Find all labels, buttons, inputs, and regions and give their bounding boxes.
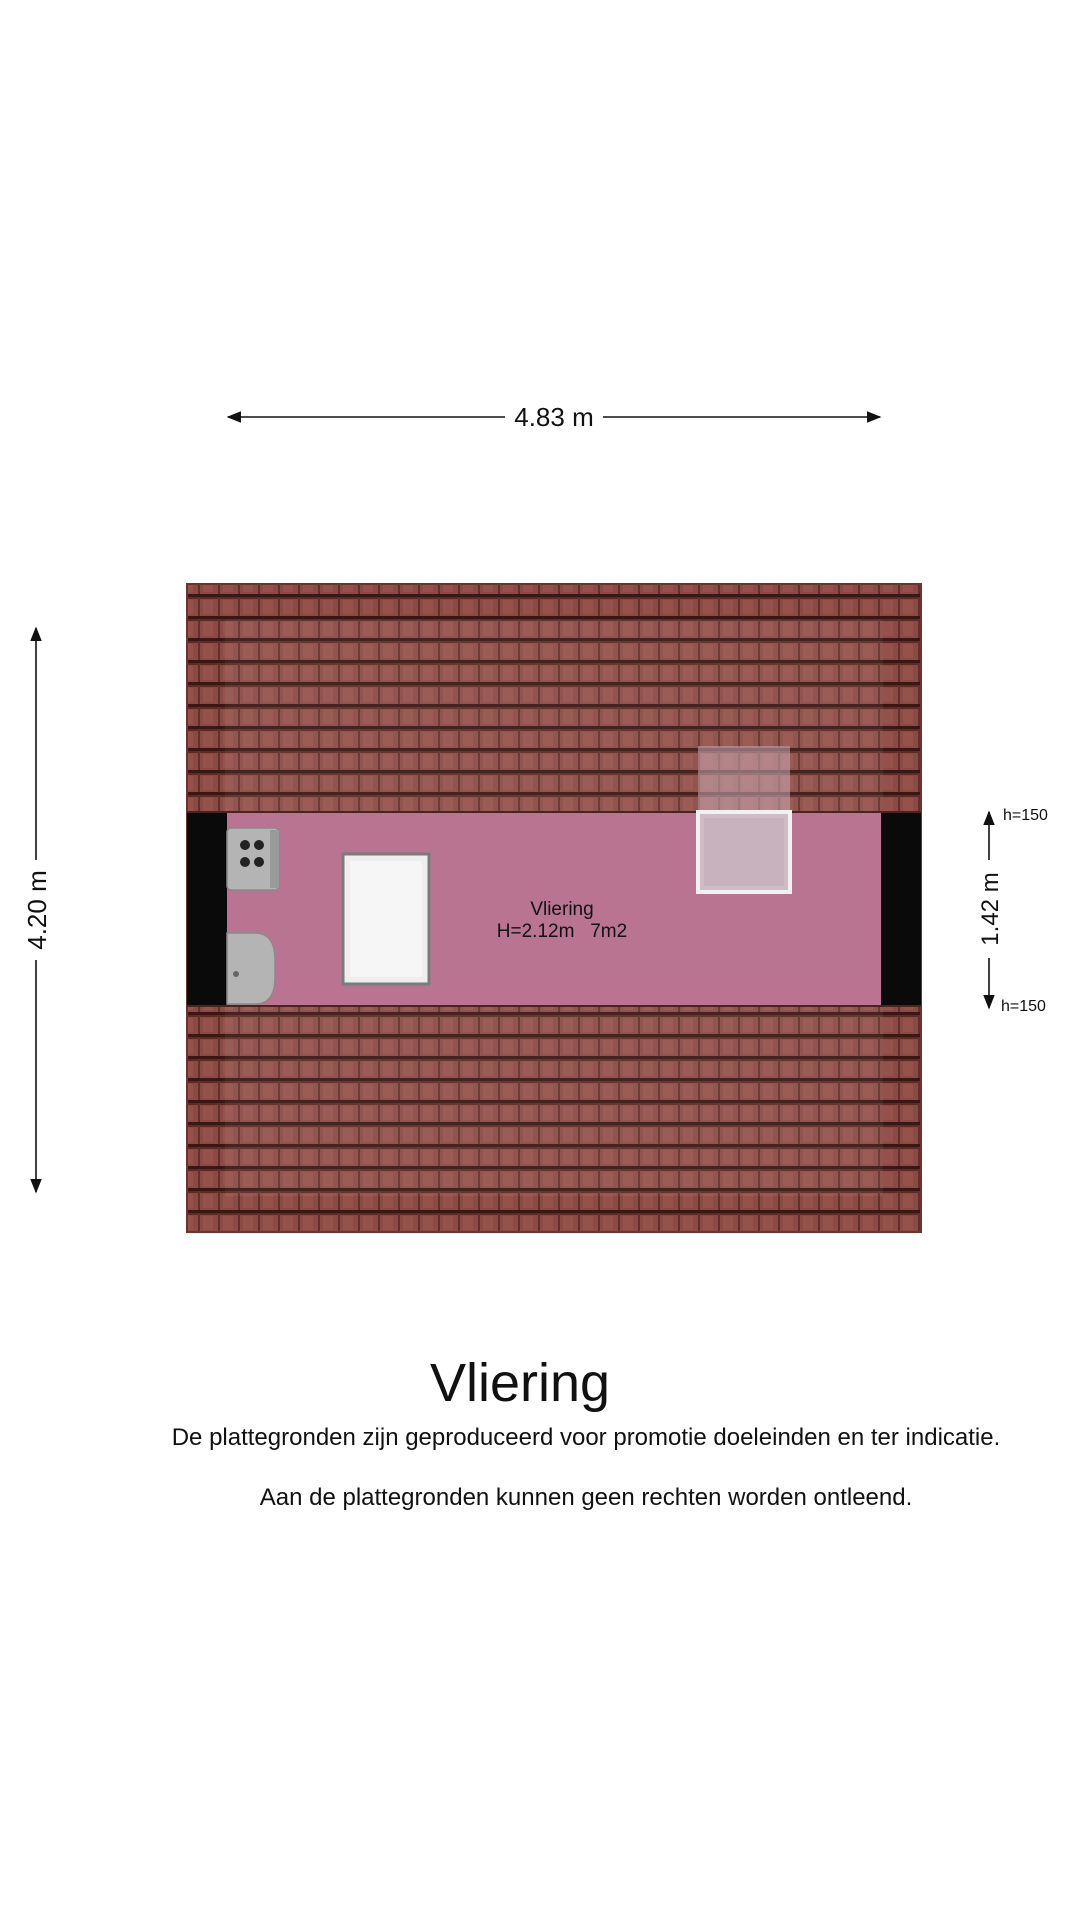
page-title: Vliering (429, 1353, 611, 1413)
right-wall (881, 812, 921, 1006)
skylight-icon (698, 746, 790, 892)
depth-dimension-label: 4.20 m (22, 870, 52, 950)
sink-icon (227, 933, 275, 1004)
bed-icon (343, 854, 429, 984)
rights-disclaimer-text: Aan de plattegronden kunnen geen rechten worden ontleend. (259, 1484, 913, 1511)
room-depth-label: 1.42 m (977, 872, 1004, 946)
stove-icon (227, 828, 279, 890)
width-dimension (228, 402, 880, 432)
disclaimer-text: De plattegronden zijn geproduceerd voor promotie doeleinden en ter indicatie. (171, 1424, 1001, 1451)
room-name-label: Vliering (530, 899, 594, 920)
width-dimension-label: 4.83 m (514, 402, 594, 432)
room-depth-dimension (977, 807, 1048, 1015)
depth-dimension (22, 628, 52, 1192)
height-bottom-label: h=150 (1001, 998, 1046, 1015)
room-height-area-label: H=2.12m 7m2 (496, 921, 628, 942)
left-wall (187, 812, 227, 1006)
height-top-label: h=150 (1003, 807, 1048, 824)
